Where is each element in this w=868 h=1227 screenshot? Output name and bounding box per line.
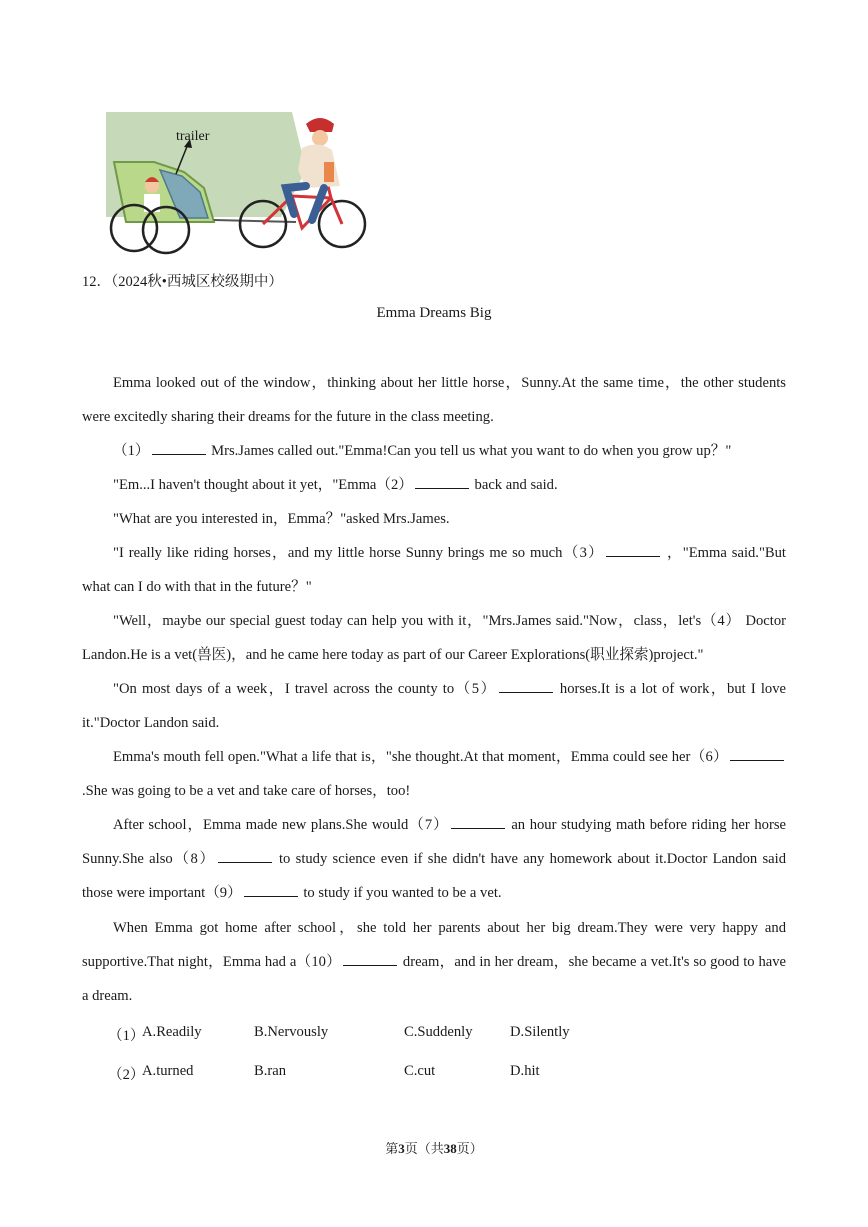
figure-label: trailer — [176, 129, 210, 144]
option-a[interactable]: A.Readily — [142, 1024, 202, 1040]
paragraph-3: "Em...I haven't thought about it yet，"Emma（2） back and said. — [82, 468, 786, 502]
answer-blank-7[interactable] — [451, 813, 505, 829]
answer-blank-6[interactable] — [730, 745, 784, 761]
passage-title: Emma Dreams Big — [376, 305, 492, 321]
paragraph-1: Emma looked out of the window，thinking about her little horse，Sunny.At the same time，the other students were excitedly sharing their dreams for the future in the class meeting. — [82, 375, 786, 425]
paragraph-2: （1） Mrs.James called out."Emma!Can you tell us what you want to do when you grow up？" — [82, 434, 786, 468]
option-d[interactable]: D.hit — [510, 1063, 540, 1079]
option-b[interactable]: B.ran — [254, 1063, 287, 1079]
paragraph-10: When Emma got home after school，she told her parents about her big dream.They were very happy and supportive.That night，Emma had a（10） dream，and in her dream，she became a vet.It's so good to have a dream. — [82, 920, 787, 1004]
answer-blank-2[interactable] — [415, 473, 469, 489]
answer-blank-8[interactable] — [218, 847, 272, 863]
option-b[interactable]: B.Nervously — [254, 1024, 329, 1040]
answer-blank-3[interactable] — [606, 541, 660, 557]
paragraph-7: "On most days of a week，I travel across the county to（5） horses.It is a lot of work，but I love it."Doctor Landon said. — [82, 672, 786, 740]
page-footer: 第3页（共38页） — [385, 1141, 483, 1156]
paragraph-8: Emma's mouth fell open."What a life that is，"she thought.At that moment，Emma could see her（6） .She was going to be a vet and take care of horses，too! — [82, 740, 786, 808]
bicycle-trailer-illustration — [106, 110, 368, 256]
answer-blank-5[interactable] — [499, 677, 553, 693]
answer-blank-10[interactable] — [343, 950, 397, 966]
option-c[interactable]: C.Suddenly — [404, 1024, 473, 1040]
paragraph-9: After school，Emma made new plans.She would（7） an hour studying math before riding her horse Sunny.She also（8） to study science even if she didn't have any homework about it.Doctor Landon said those were important（9） to study if you wanted to be a vet. — [82, 808, 786, 910]
paragraph-5: "I really like riding horses，and my little horse Sunny brings me so much（3） ，"Emma said."But what can I do with that in the future？" — [82, 536, 786, 604]
option-c[interactable]: C.cut — [404, 1063, 436, 1079]
option-number: （2） — [108, 1067, 145, 1083]
answer-blank-9[interactable] — [244, 881, 298, 897]
option-d[interactable]: D.Silently — [510, 1024, 570, 1040]
paragraph-4: "What are you interested in，Emma？"asked Mrs.James. — [113, 511, 450, 527]
option-a[interactable]: A.turned — [142, 1063, 194, 1079]
paragraph-6: "Well，maybe our special guest today can help you with it，"Mrs.James said."Now，class，let's（4） Doctor Landon.He is a vet(兽医)，and he came here today as part of our Career Explorations(职业探索)project." — [82, 613, 786, 663]
option-number: （1） — [108, 1028, 145, 1044]
page-number: 3 — [398, 1141, 405, 1156]
page-total: 38 — [443, 1141, 457, 1156]
question-number: 12．（2024秋•西城区校级期中） — [82, 274, 283, 290]
answer-blank-1[interactable] — [152, 439, 206, 455]
